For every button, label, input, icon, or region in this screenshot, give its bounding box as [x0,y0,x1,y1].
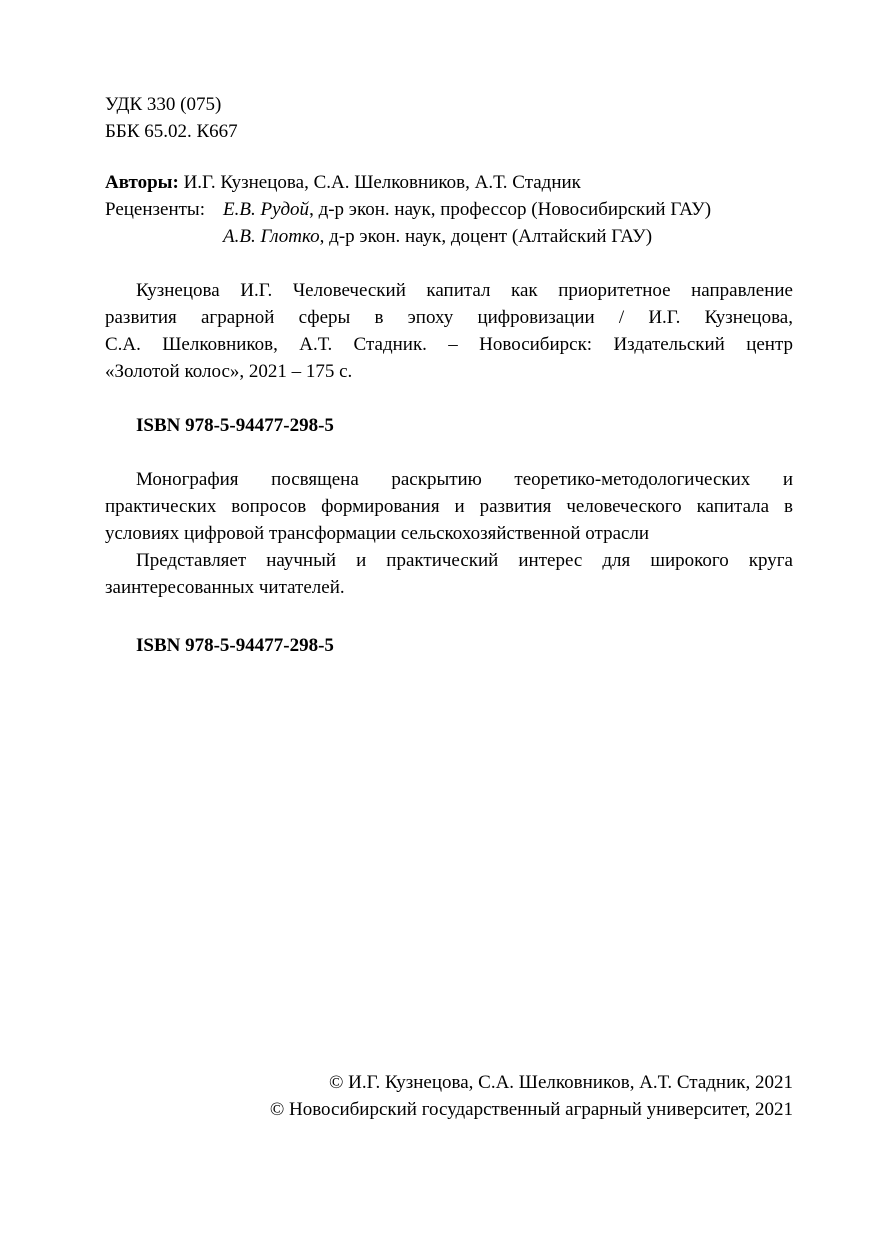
citation-line: развития аграрной сферы в эпоху цифровизации / И.Г. Кузнецова, [105,307,793,328]
reviewers-label: Рецензенты: [105,199,205,220]
annotation-line: условиях цифровой трансформации сельскохозяйственной отрасли [105,523,650,544]
isbn-top: ISBN 978-5-94477-298-5 [136,415,334,436]
reviewer-details: , д-р экон. наук, профессор (Новосибирский ГАУ) [309,199,712,220]
authors-line [105,169,793,196]
reviewer-row [105,196,793,223]
annotation-line: заинтересованных читателей. [105,577,345,598]
citation-line: Кузнецова И.Г. Человеческий капитал как приоритетное направление [136,280,793,301]
authors-label: Авторы: [105,172,179,193]
citation-line: С.А. Шелковников, А.Т. Стадник. – Новосибирск: Издательский центр [105,334,793,355]
reviewer-name: А.В. Глотко [223,226,320,247]
bibliographic-citation [105,277,793,385]
annotation [105,466,793,601]
authors-names: И.Г. Кузнецова, С.А. Шелковников, А.Т. Стадник [178,172,581,193]
reviewer-name: Е.В. Рудой [223,199,310,220]
copyright-university: © Новосибирский государственный аграрный университет, 2021 [269,1099,793,1120]
bbk-code: ББК 65.02. К667 [105,121,238,142]
isbn-bottom: ISBN 978-5-94477-298-5 [136,635,334,656]
annotation-line: практических вопросов формирования и развития человеческого капитала в [105,496,793,517]
copyright-authors: © И.Г. Кузнецова, С.А. Шелковников, А.Т. Стадник, 2021 [328,1072,793,1093]
udk-code: УДК 330 (075) [105,94,222,115]
citation-line: «Золотой колос», 2021 – 175 с. [105,361,353,382]
annotation-line: Представляет научный и практический интерес для широкого круга [136,550,793,571]
reviewer-details: , д-р экон. наук, доцент (Алтайский ГАУ) [319,226,653,247]
reviewer-row [105,223,793,250]
annotation-line: Монография посвящена раскрытию теоретико-методологических и [136,469,793,490]
classification-codes [105,91,793,145]
reviewers-section [105,196,793,250]
copyright-block [105,1069,793,1123]
